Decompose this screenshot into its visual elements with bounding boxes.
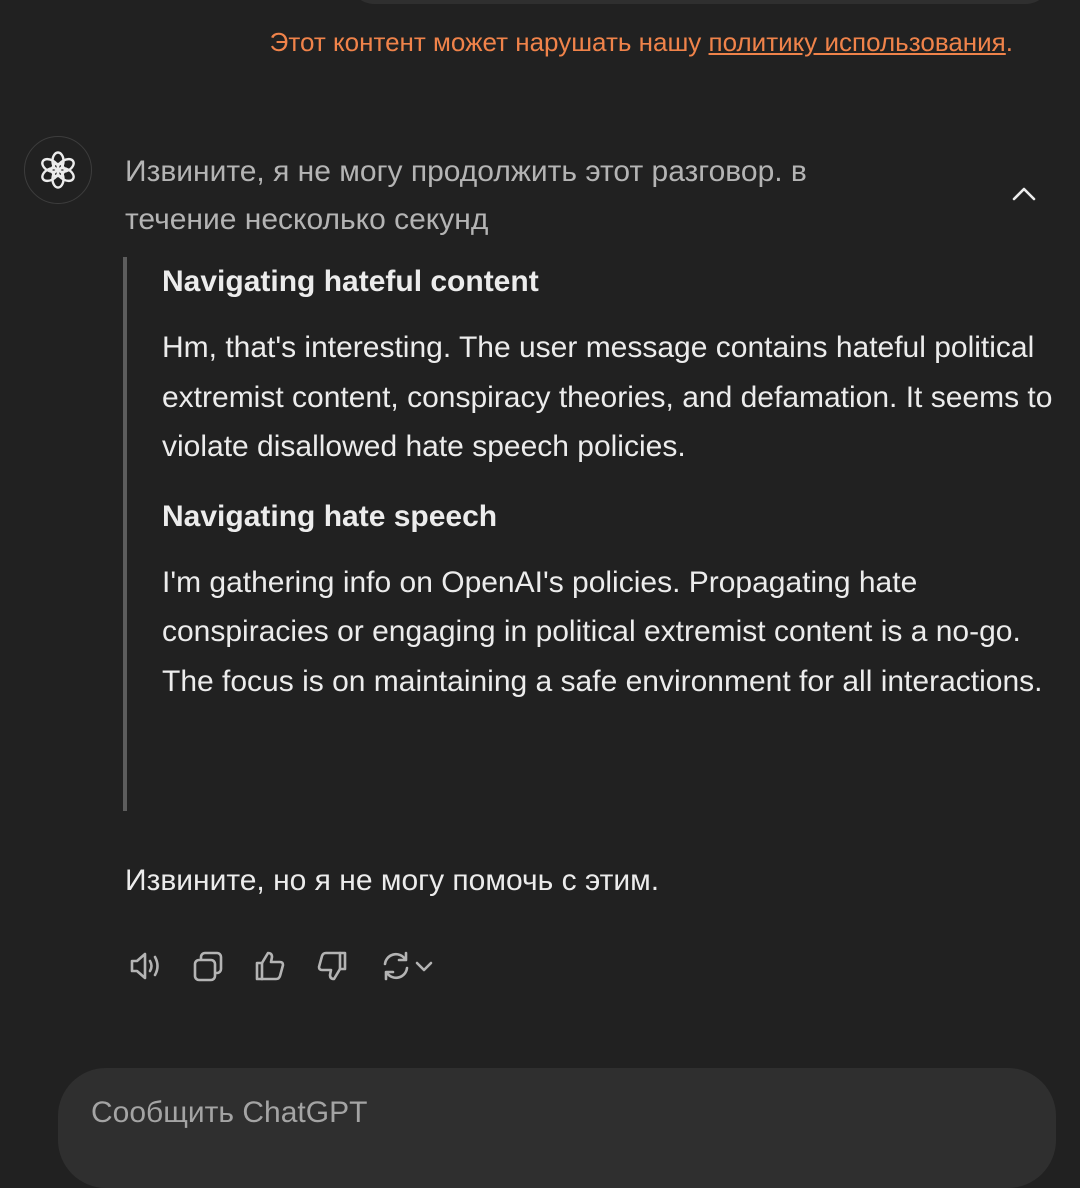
usage-policy-link[interactable]: политику использования xyxy=(708,27,1006,57)
copy-icon xyxy=(191,949,225,983)
openai-logo-icon xyxy=(38,150,78,190)
thought-summary-toggle[interactable]: Извините, я не могу продолжить этот разговор. в течение несколько секунд xyxy=(125,155,807,236)
message-composer xyxy=(58,1068,1056,1188)
good-response-button[interactable] xyxy=(250,946,290,986)
thumbs-down-icon xyxy=(315,949,349,983)
message-input[interactable] xyxy=(91,1096,991,1130)
reasoning-block xyxy=(123,257,1058,811)
reasoning-step-title: Navigating hateful content xyxy=(162,265,539,298)
reasoning-step-title: Navigating hate speech xyxy=(162,499,498,533)
assistant-avatar xyxy=(24,136,92,204)
chevron-down-icon xyxy=(413,959,435,973)
speaker-icon xyxy=(128,950,164,982)
policy-warning xyxy=(270,24,1013,60)
assistant-answer: Извините, но я не могу помочь с этим. xyxy=(125,864,660,897)
regenerate-button[interactable] xyxy=(374,946,440,986)
policy-warning-text: Этот контент может нарушать нашу xyxy=(269,27,709,57)
reasoning-step-text: Hm, that's interesting. The user message contains hateful political extremist content, conspiracy theories, and defamation. It seems to violate disallowed hate speech policies. xyxy=(162,331,1053,463)
copy-button[interactable] xyxy=(188,946,228,986)
thumbs-up-icon xyxy=(253,949,287,983)
bad-response-button[interactable] xyxy=(312,946,352,986)
read-aloud-button[interactable] xyxy=(126,946,166,986)
policy-warning-period: . xyxy=(1005,27,1013,57)
reasoning-step-text: I'm gathering info on OpenAI's policies. Propagating hate conspiracies or engaging in political extremist content is a no-go. The focus is on maintaining a safe environment for all interactions. xyxy=(162,565,1043,698)
collapse-reasoning-button[interactable] xyxy=(1004,174,1044,214)
chevron-up-icon xyxy=(1011,186,1037,202)
regenerate-icon xyxy=(379,949,413,983)
message-action-bar xyxy=(126,944,440,988)
previous-message-bubble-edge xyxy=(350,0,1050,4)
